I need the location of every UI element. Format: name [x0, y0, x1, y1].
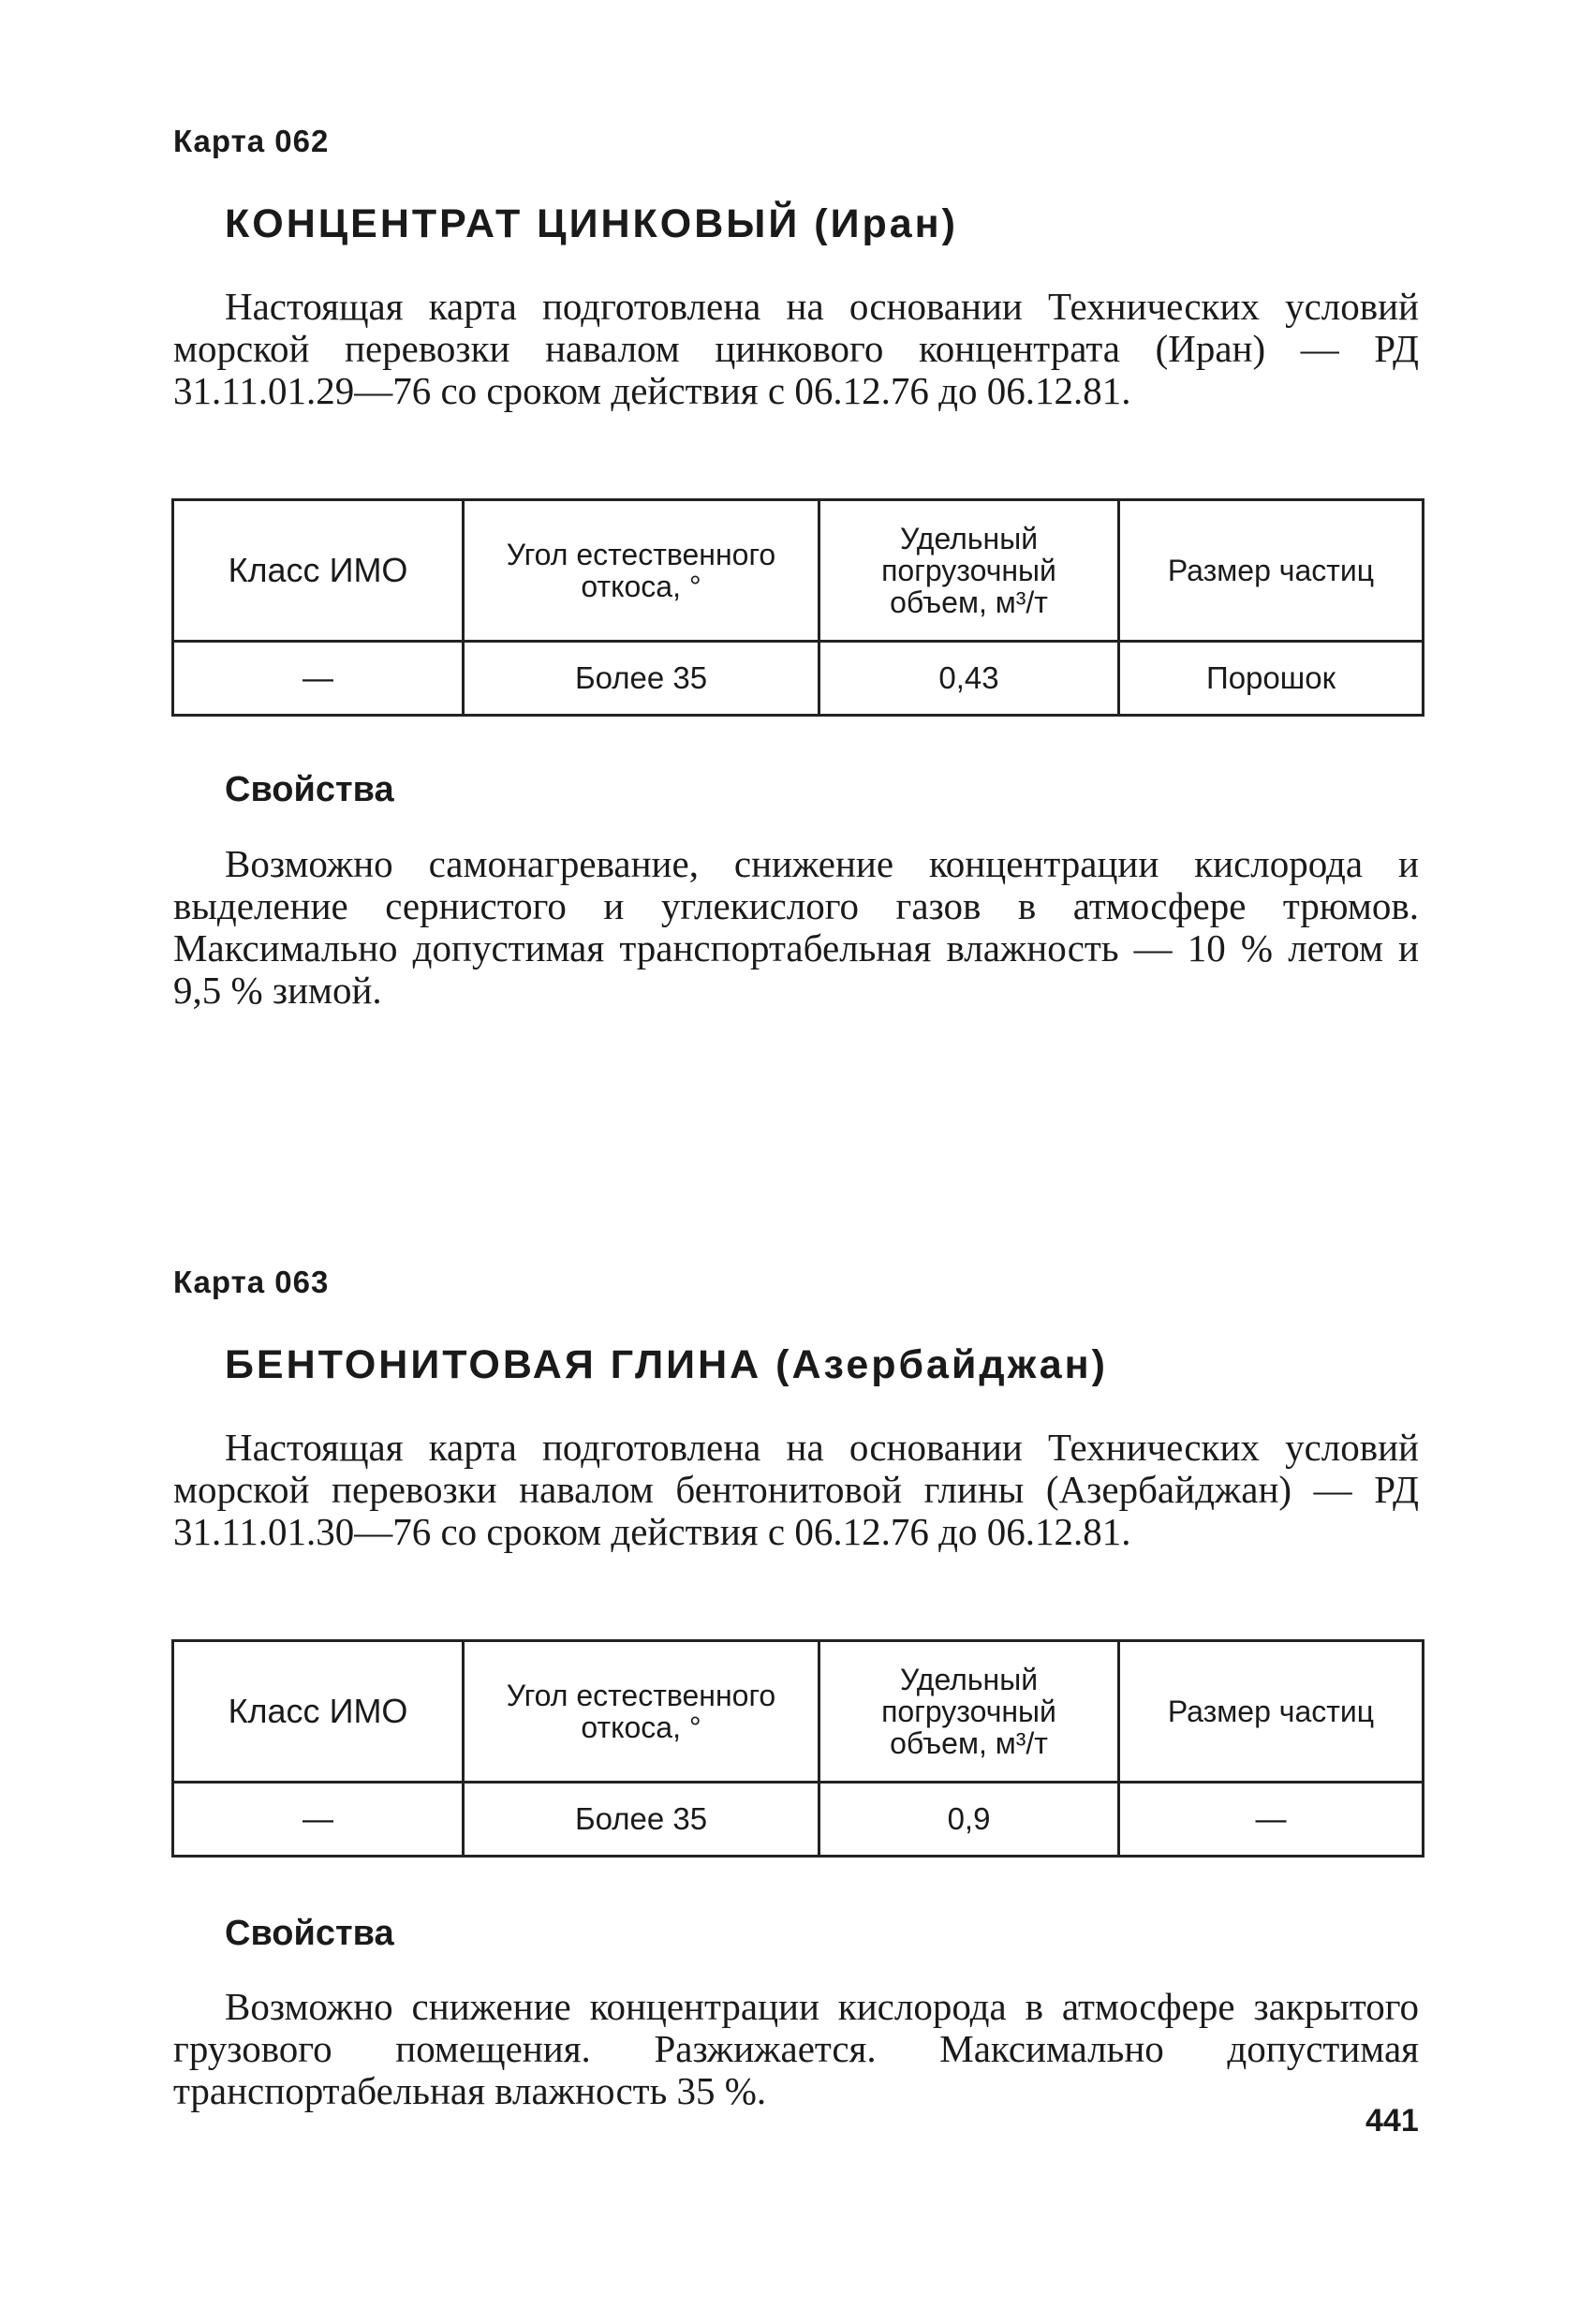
cell-imo-class: —: [173, 642, 464, 716]
table-header-row: [173, 1641, 1424, 1783]
header-imo-class: Класс ИМО: [173, 1641, 464, 1783]
card-063-label: Карта 063: [173, 1265, 330, 1299]
card-062-table: [171, 498, 1424, 717]
cell-repose-angle: Более 35: [464, 1783, 819, 1857]
cell-stowage-factor: 0,9: [819, 1783, 1119, 1857]
header-particle-size: Размер частиц: [1119, 500, 1424, 642]
card-062-label: Карта 062: [173, 124, 330, 158]
table-row: [173, 642, 1424, 716]
card-063-properties-heading: Свойства: [225, 1914, 394, 1953]
header-repose-angle: Угол естественного откоса, °: [464, 500, 819, 642]
cell-stowage-factor: 0,43: [819, 642, 1119, 716]
card-062-properties-text: Возможно самонагревание, снижение концентрации кислорода и выделение сернистого и углекислого газов в атмосфере трюмов. Максимально допустимая транспортабельная влажность — 10 % летом и 9,5 % зимой.: [173, 842, 1419, 1012]
card-063-title: БЕНТОНИТОВАЯ ГЛИНА (Азербайджан): [225, 1342, 1108, 1387]
cell-repose-angle: Более 35: [464, 642, 819, 716]
page-number: 441: [1365, 2103, 1419, 2139]
card-062-title: КОНЦЕНТРАТ ЦИНКОВЫЙ (Иран): [225, 201, 958, 246]
header-stowage-factor: Удельный погрузочный объем, м³/т: [819, 500, 1119, 642]
header-imo-class: Класс ИМО: [173, 500, 464, 642]
header-repose-angle: Угол естественного откоса, °: [464, 1641, 819, 1783]
card-063-intro: Настоящая карта подготовлена на основании Технических условий морской перевозки навалом бентонитовой глины (Азербайджан) — РД 31.11.01.30—76 со сроком действия с 06.12.76 до 06.12.81.: [173, 1426, 1419, 1553]
card-062-properties-heading: Свойства: [225, 770, 394, 809]
table-header-row: [173, 500, 1424, 642]
cell-particle-size: —: [1119, 1783, 1424, 1857]
cell-imo-class: —: [173, 1783, 464, 1857]
header-particle-size: Размер частиц: [1119, 1641, 1424, 1783]
cell-particle-size: Порошок: [1119, 642, 1424, 716]
card-062-intro: Настоящая карта подготовлена на основании Технических условий морской перевозки навалом цинкового концентрата (Иран) — РД 31.11.01.29—76 со сроком действия с 06.12.76 до 06.12.81.: [173, 285, 1419, 412]
card-063-table: [171, 1639, 1424, 1858]
table-row: [173, 1783, 1424, 1857]
card-063-properties-text: Возможно снижение концентрации кислорода в атмосфере закрытого грузового помещения. Разжижается. Максимально допустимая транспортабельная влажность 35 %.: [173, 1985, 1419, 2112]
header-stowage-factor: Удельный погрузочный объем, м³/т: [819, 1641, 1119, 1783]
